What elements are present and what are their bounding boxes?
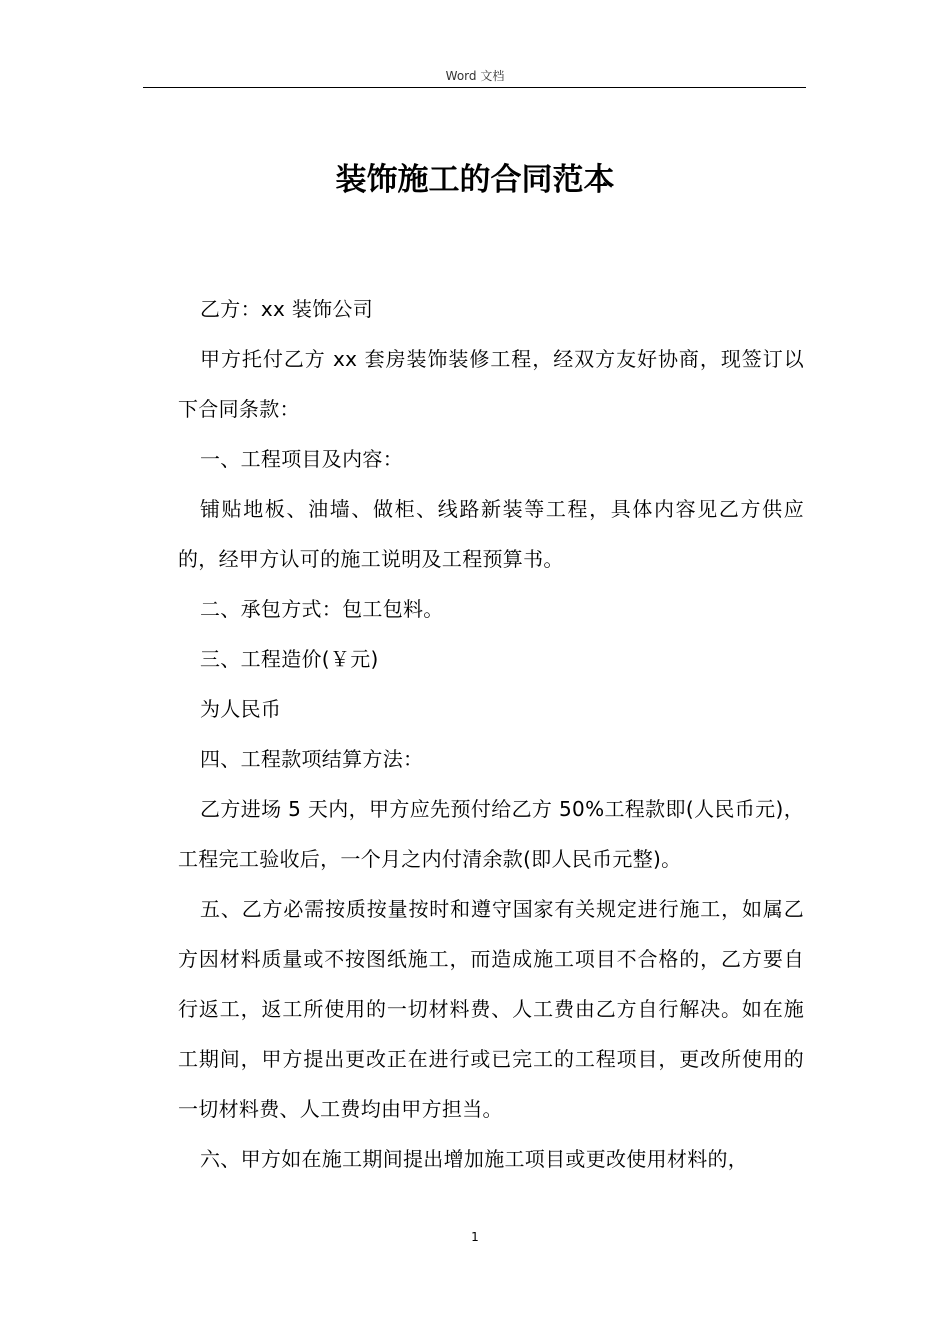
paragraph-preamble: 甲方托付乙方 xx 套房装饰装修工程，经双方友好协商，现签订以下合同条款： bbox=[178, 347, 804, 421]
paragraph-section-3: 三、工程造价(￥元) bbox=[200, 647, 379, 671]
paragraph-section-4-heading: 四、工程款项结算方法： bbox=[200, 747, 424, 771]
document-body bbox=[178, 284, 804, 1184]
header-divider bbox=[143, 87, 806, 88]
page-header-label: Word 文档 bbox=[445, 69, 505, 83]
paragraph-section-1-content: 铺贴地板、油墙、做柜、线路新装等工程，具体内容见乙方供应的，经甲方认可的施工说明及工程预算书。 bbox=[178, 497, 804, 571]
paragraph-section-6: 六、甲方如在施工期间提出增加施工项目或更改使用材料的， bbox=[200, 1147, 749, 1171]
paragraph-section-1-heading: 一、工程项目及内容： bbox=[200, 447, 403, 471]
paragraph-party-b: 乙方：xx 装饰公司 bbox=[200, 297, 374, 321]
paragraph-rmb: 为人民币 bbox=[200, 697, 282, 721]
paragraph-section-4-content: 乙方进场 5 天内，甲方应先预付给乙方 50%工程款即(人民币元)，工程完工验收后，一个月之内付清余款(即人民币元整)。 bbox=[178, 797, 804, 871]
paragraph-section-2: 二、承包方式：包工包料。 bbox=[200, 597, 444, 621]
paragraph-section-5: 五、乙方必需按质按量按时和遵守国家有关规定进行施工，如属乙方因材料质量或不按图纸施工，而造成施工项目不合格的，乙方要自行返工，返工所使用的一切材料费、人工费由乙方自行解决。如在施工期间，甲方提出更改正在进行或已完工的工程项目，更改所使用的一切材料费、人工费均由甲方担当。 bbox=[178, 897, 804, 1121]
document-title: 装饰施工的合同范本 bbox=[335, 162, 615, 198]
page-number: 1 bbox=[471, 1230, 479, 1244]
